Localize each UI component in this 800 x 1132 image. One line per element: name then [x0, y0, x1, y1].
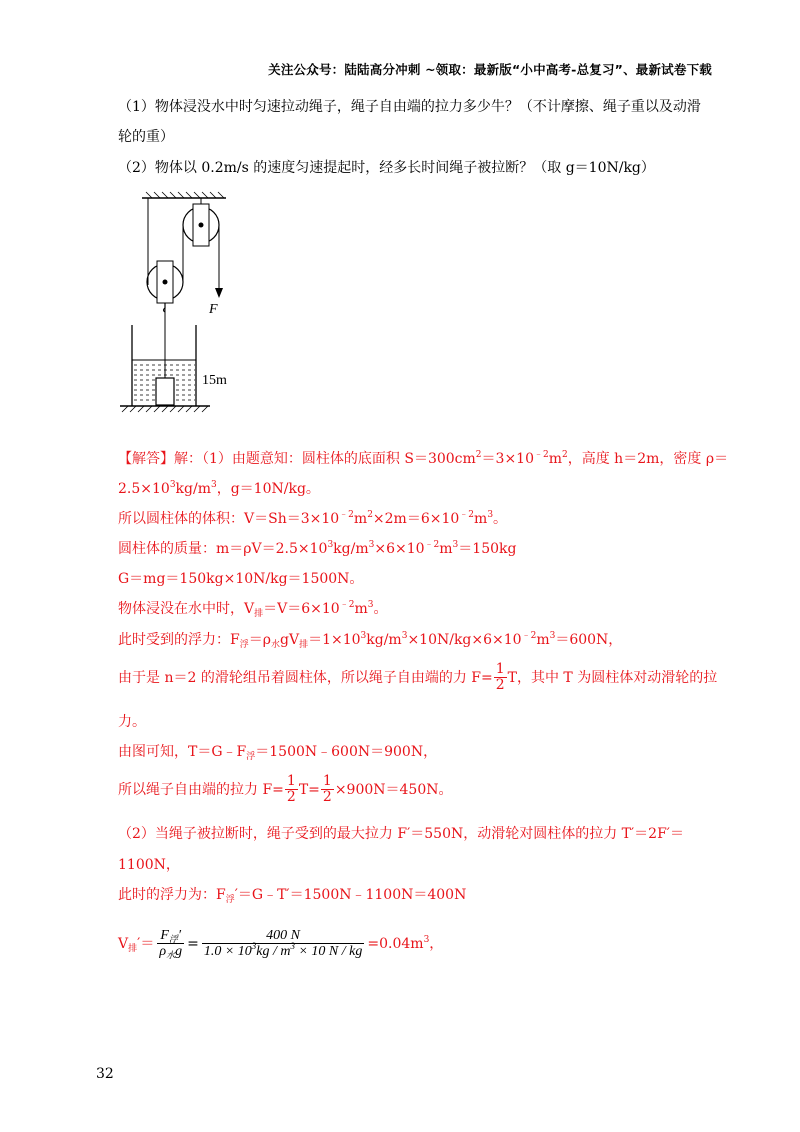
- solution-text: ，: [429, 935, 444, 952]
- solution-line-5: G＝mg＝150kg×10N/kg＝1500N。: [118, 571, 364, 587]
- math-text: g: [175, 944, 183, 960]
- solution-line-2: [118, 481, 320, 498]
- subscript: 排: [299, 640, 309, 650]
- fraction-denominator: 2: [322, 789, 332, 806]
- exponent: 2: [367, 510, 373, 520]
- solution-text: 圆柱体的质量：m＝ρV＝2.5×10: [118, 541, 328, 557]
- solution-text: m: [536, 632, 550, 648]
- subscript: 水: [166, 950, 176, 961]
- solution-line-12: （2）当绳子被拉断时，绳子受到的最大拉力 F′＝550N，动滑轮对圆柱体的拉力 T′＝2F′＝: [118, 826, 684, 842]
- question-1-line-2: 轮的重）: [118, 129, 174, 145]
- exponent: ﹣2: [339, 510, 354, 520]
- subscript: 水: [270, 640, 280, 650]
- solution-line-9: 力。: [118, 714, 146, 730]
- solution-line-11: [118, 774, 453, 806]
- exponent: ﹣2: [521, 631, 537, 641]
- exponent: 3: [423, 934, 430, 945]
- solution-text: 由于是 n＝2 的滑轮组吊着圆柱体，所以绳子自由端的力 F=: [118, 669, 493, 686]
- math-text: F: [160, 928, 169, 943]
- solution-tag: 【解答】: [118, 451, 174, 467]
- question-1-line-1: （1）物体浸没水中时匀速拉动绳子，绳子自由端的拉力多少牛？（不计摩擦、绳子重以及动滑: [118, 99, 701, 115]
- solution-text: ＝ρ: [248, 632, 271, 648]
- math-text: 1.0 × 10: [203, 944, 252, 960]
- solution-text: ×6×10: [374, 541, 425, 557]
- solution-line-8: [118, 662, 717, 694]
- solution-text: kg/m: [366, 632, 402, 648]
- subscript: 浮: [239, 640, 249, 650]
- solution-text: 此时的浮力为：F: [118, 887, 226, 903]
- solution-text: ＝150kg: [458, 541, 517, 557]
- solution-text: ′＝: [137, 935, 155, 952]
- exponent: 3: [368, 540, 375, 550]
- exponent: 3: [169, 480, 176, 490]
- math-text: ρ: [159, 944, 167, 960]
- page-header: 关注公众号：陆陆高分冲刺 ~领取：最新版“小中高考-总复习”、最新试卷下载: [268, 62, 712, 77]
- depth-label: 15m: [202, 373, 227, 388]
- fraction-numerator: 1: [322, 773, 332, 789]
- equals-sign: =: [187, 935, 199, 952]
- math-text: kg / m: [256, 944, 291, 960]
- exponent: ﹣2: [424, 540, 440, 550]
- solution-text: ＝1×10: [308, 632, 361, 648]
- question-2: （2）物体以 0.2m/s 的速度匀速提起时，经多长时间绳子被拉断？（取 g＝10N/kg）: [118, 160, 655, 176]
- solution-line-1: [118, 451, 728, 468]
- solution-text: ＝3×10: [481, 451, 534, 467]
- solution-text: ＝V＝6×10: [263, 601, 340, 617]
- exponent: ﹣2: [339, 600, 355, 610]
- subscript: 排: [128, 943, 138, 954]
- solution-line-13: 1100N，: [118, 857, 180, 873]
- fraction-numerator: 1: [286, 773, 296, 789]
- solution-text: m: [353, 511, 368, 527]
- solution-line-6: [118, 601, 387, 618]
- math-text: ′: [177, 928, 182, 943]
- exponent: ﹣2: [459, 510, 475, 520]
- solution-text: T，其中 T 为圆柱体对动滑轮的拉: [507, 669, 718, 686]
- solution-text: 所以圆柱体的体积：V＝Sh＝3×10: [118, 511, 340, 527]
- exponent: 2: [562, 450, 568, 460]
- subscript: 浮: [225, 895, 235, 905]
- subscript: 排: [254, 609, 264, 619]
- fraction-half: [321, 774, 334, 806]
- fraction-half: [285, 774, 298, 806]
- exponent: ﹣2: [533, 450, 549, 460]
- exponent: 3: [401, 631, 408, 641]
- subscript: 浮: [168, 934, 178, 944]
- exponent: 3: [210, 480, 217, 490]
- solution-text: 此时受到的浮力：F: [118, 632, 240, 648]
- solution-text: ×2m＝6×10: [372, 511, 460, 527]
- fraction-denominator: [157, 944, 184, 959]
- solution-text: =0.04m: [367, 935, 424, 952]
- solution-text: 解：（1）由题意知：圆柱体的底面积 S＝300cm: [174, 451, 476, 467]
- subscript: 浮: [246, 752, 256, 762]
- solution-text: ，高度 h＝2m，密度 ρ＝: [567, 451, 729, 467]
- solution-text: ×900N＝450N。: [334, 781, 453, 798]
- math-text: × 10 N / kg: [294, 944, 363, 960]
- solution-text: m: [548, 451, 562, 467]
- solution-text: 。: [493, 511, 508, 527]
- solution-text: 物体浸没在水中时，V: [118, 601, 255, 617]
- solution-text: V: [118, 935, 129, 952]
- exponent: 2: [475, 450, 482, 460]
- exponent: 3: [487, 510, 494, 520]
- fraction-numerator: 400 N: [202, 928, 365, 944]
- solution-line-3: [118, 511, 507, 528]
- exponent: 3: [290, 941, 295, 952]
- buoyancy-volume-fraction: [157, 928, 184, 960]
- exponent: 3: [367, 600, 374, 610]
- fraction-half: [494, 662, 507, 694]
- solution-text: ×10N/kg×6×10: [407, 632, 522, 648]
- solution-text: 。: [373, 601, 388, 617]
- page-number: 32: [96, 1066, 114, 1082]
- solution-text: 由图可知，T＝G﹣F: [118, 744, 247, 760]
- solution-line-7: [118, 632, 622, 649]
- solution-text: ′＝G﹣T′＝1500N﹣1100N＝400N: [234, 887, 467, 903]
- solution-text: ＝1500N﹣600N＝900N，: [255, 744, 438, 760]
- solution-line-14: [118, 887, 466, 904]
- solution-text: m: [474, 511, 488, 527]
- solution-text: 2.5×10: [118, 481, 170, 497]
- solution-text: m: [439, 541, 453, 557]
- force-label: F: [209, 302, 218, 317]
- solution-text: gV: [279, 632, 300, 648]
- solution-text: ，g＝10N/kg。: [216, 481, 320, 497]
- solution-line-15: [118, 928, 443, 960]
- solution-text: kg/m: [175, 481, 211, 497]
- fraction-denominator: [202, 941, 365, 960]
- exponent: 3: [549, 631, 556, 641]
- fraction-denominator: 2: [495, 677, 505, 694]
- fraction-denominator: 2: [286, 789, 296, 806]
- solution-line-10: [118, 744, 437, 761]
- solution-text: 所以绳子自由端的拉力 F=: [118, 781, 284, 798]
- solution-text: kg/m: [333, 541, 369, 557]
- fraction-numerator: [157, 928, 184, 944]
- pulley-figure: [118, 190, 258, 415]
- exponent: 3: [360, 631, 367, 641]
- solution-text: T=: [298, 781, 320, 798]
- exponent: 3: [452, 540, 459, 550]
- solution-text: ＝600N，: [555, 632, 623, 648]
- exponent: 3: [327, 540, 334, 550]
- solution-text: m: [354, 601, 368, 617]
- exponent: 3: [251, 941, 257, 952]
- fraction-numerator: 1: [495, 661, 505, 677]
- numeric-fraction: [202, 928, 365, 960]
- solution-line-4: [118, 541, 516, 558]
